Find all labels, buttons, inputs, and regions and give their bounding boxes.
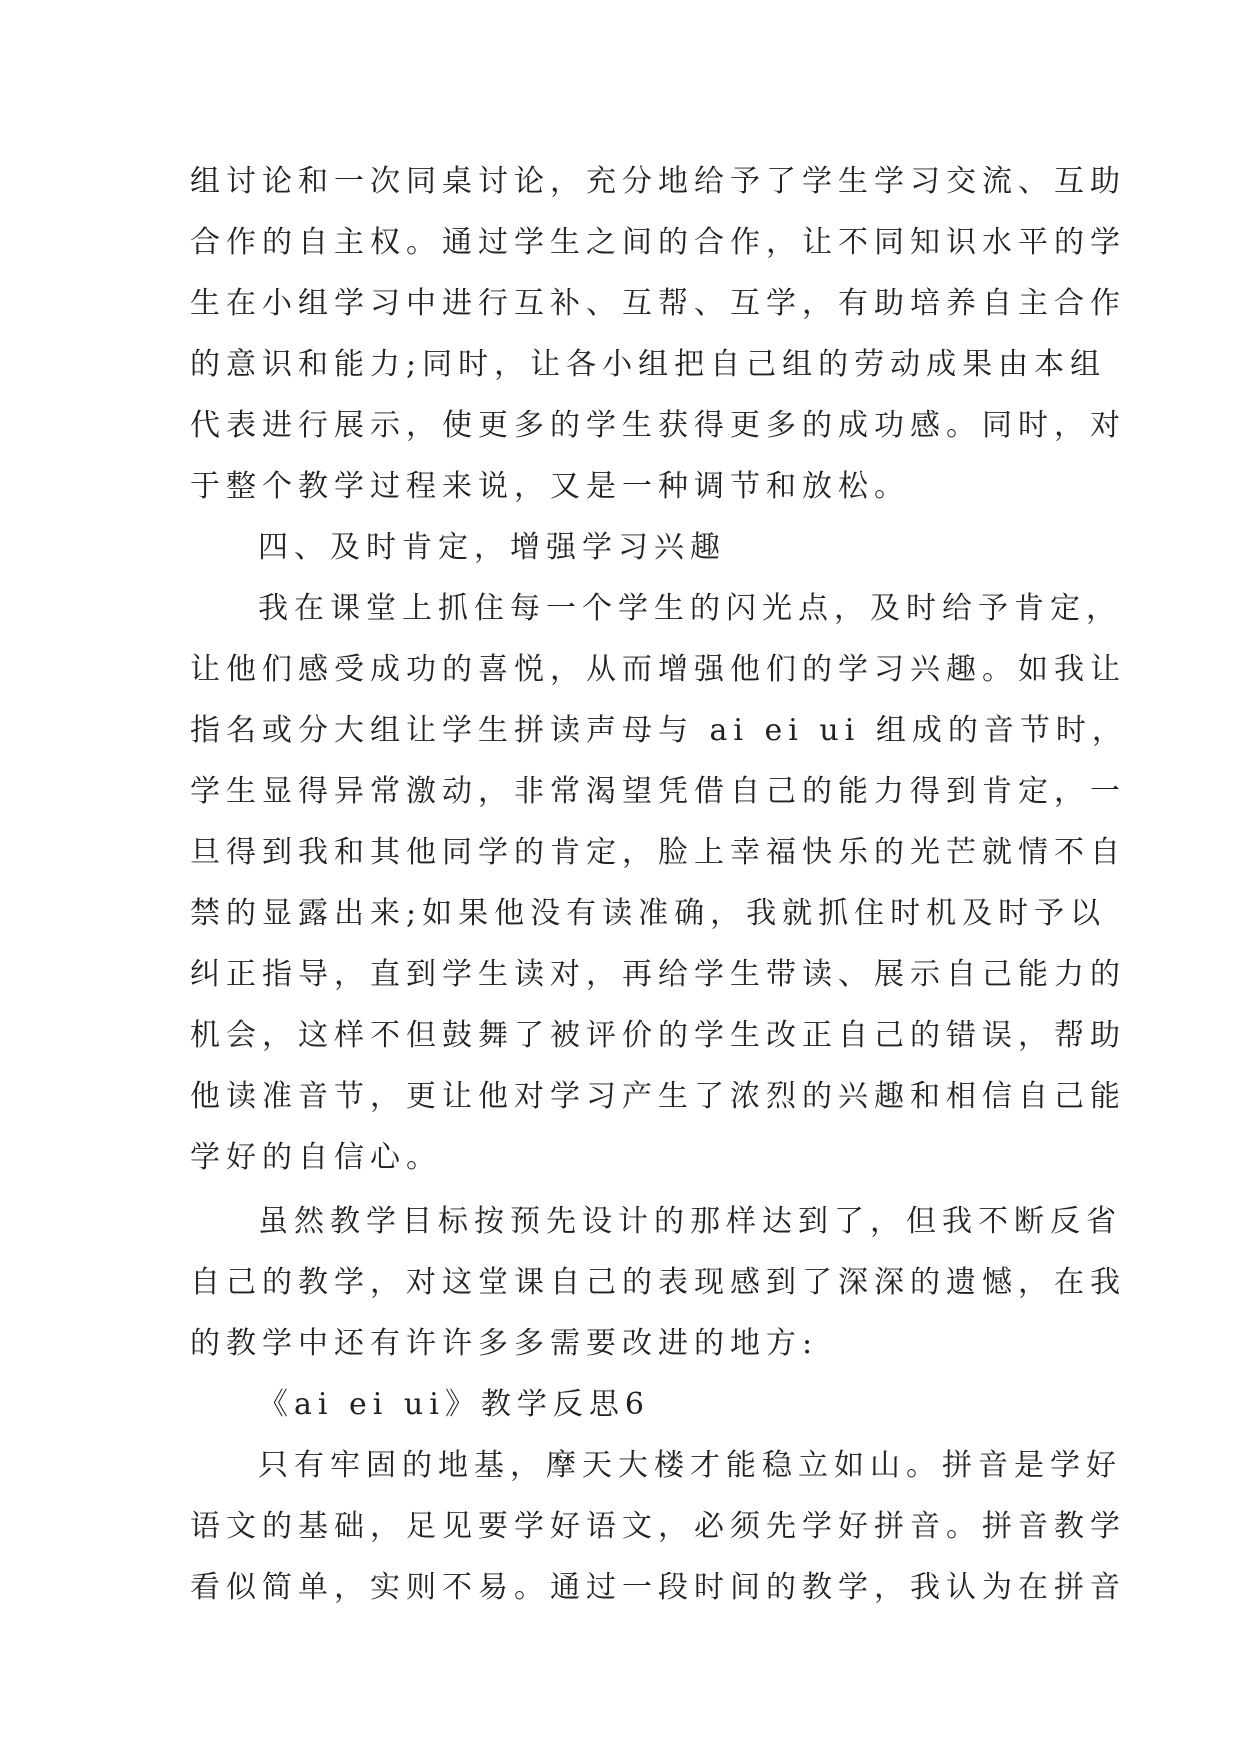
text-line: 旦得到我和其他同学的肯定，脸上幸福快乐的光芒就情不自 (190, 835, 1126, 870)
text-line: 语文的基础，足见要学好语文，必须先学好拼音。拼音教学 (190, 1509, 1126, 1544)
text-line: 生在小组学习中进行互补、互帮、互学，有助培养自主合作 (190, 286, 1126, 321)
text-line: 自己的教学，对这堂课自己的表现感到了深深的遗憾，在我 (190, 1265, 1126, 1300)
text-line: 合作的自主权。通过学生之间的合作，让不同知识水平的学 (190, 225, 1126, 260)
text-line: 指名或分大组让学生拼读声母与 ai ei ui 组成的音节时， (190, 713, 1128, 748)
article-title: 《ai ei ui》教学反思6 (258, 1387, 650, 1422)
text-line: 禁的显露出来;如果他没有读准确，我就抓住时机及时予以 (190, 896, 1107, 931)
text-line: 组讨论和一次同桌讨论，充分地给予了学生学习交流、互助 (190, 164, 1126, 199)
text-line: 于整个教学过程来说，又是一种调节和放松。 (190, 469, 910, 504)
paragraph-first-line: 虽然教学目标按预先设计的那样达到了，但我不断反省 (258, 1204, 1122, 1239)
text-line: 学好的自信心。 (190, 1140, 442, 1175)
text-line: 的意识和能力;同时，让各小组把自己组的劳动成果由本组 (190, 347, 1107, 382)
text-line: 让他们感受成功的喜悦，从而增强他们的学习兴趣。如我让 (190, 652, 1126, 687)
section-heading: 四、及时肯定，增强学习兴趣 (258, 530, 726, 565)
text-line: 学生显得异常激动，非常渴望凭借自己的能力得到肯定，一 (190, 774, 1126, 809)
document-body (190, 163, 1128, 1630)
text-line: 看似简单，实则不易。通过一段时间的教学，我认为在拼音 (190, 1570, 1126, 1605)
text-line: 机会，这样不但鼓舞了被评价的学生改正自己的错误，帮助 (190, 1018, 1126, 1053)
text-line: 的教学中还有许许多多需要改进的地方: (190, 1326, 819, 1361)
paragraph-first-line: 只有牢固的地基，摩天大楼才能稳立如山。拼音是学好 (258, 1448, 1122, 1483)
text-line: 代表进行展示，使更多的学生获得更多的成功感。同时，对 (190, 408, 1126, 443)
text-line: 他读准音节，更让他对学习产生了浓烈的兴趣和相信自己能 (190, 1079, 1126, 1114)
paragraph-first-line: 我在课堂上抓住每一个学生的闪光点，及时给予肯定， (258, 591, 1122, 626)
text-line: 纠正指导，直到学生读对，再给学生带读、展示自己能力的 (190, 957, 1126, 992)
